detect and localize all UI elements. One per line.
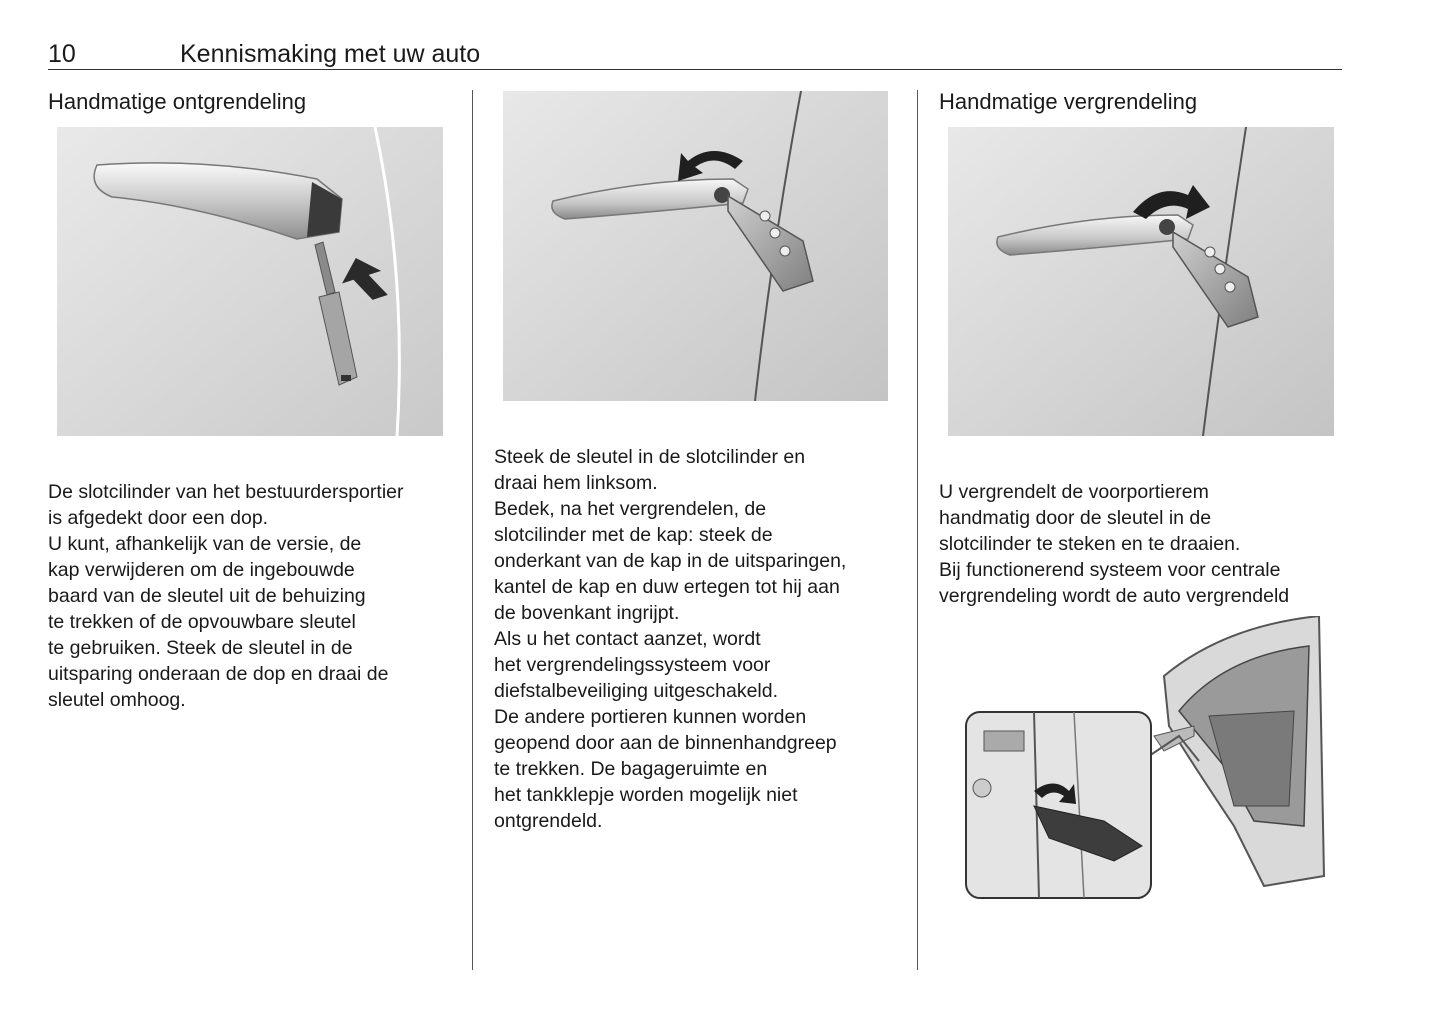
illustration-door-handle-cap-removal xyxy=(57,127,443,436)
column-divider-right xyxy=(917,90,918,970)
illustration-key-turn-right xyxy=(948,127,1334,436)
section-heading-unlocking: Handmatige ontgrendeling xyxy=(48,89,307,114)
paragraph-unlocking: De slotcilinder van het bestuurdersportier is afgedekt door een dop. U kunt, afhankelijk van de versie, de kap verwijderen om de ingebouwde baard van de sleutel uit de behuizing te trekken of de opvouwbare sleutel te gebruiken. Steek de sleutel in de uitsparing onderaan de dop en draai de sleutel omhoog. xyxy=(48,481,404,711)
header-divider xyxy=(48,69,1342,70)
column-divider-left xyxy=(472,90,473,970)
illustration-key-turn-left xyxy=(503,91,888,401)
illustration-car-door-key-detail xyxy=(964,616,1326,902)
section-heading-locking: Handmatige vergrendeling xyxy=(939,89,1198,114)
paragraph-locking: U vergrendelt de voorportierem handmatig door de sleutel in de slotcilinder te steken en te draaien. Bij functionerend systeem voor centrale vergrendeling wordt de auto vergrendeld xyxy=(939,481,1290,607)
paragraph-key-turn-left: Steek de sleutel in de slotcilinder en draai hem linksom. Bedek, na het vergrendelen, de slotcilinder met de kap: steek de onderkant van de kap in de uitsparingen, kantel de kap en duw ertegen tot hij aan de bovenkant ingrijpt. Als u het contact aanzet, wordt het vergrendelingssysteem voor diefstalbeveiliging uitgeschakeld. De andere portieren kunnen worden geopend door aan de binnenhandgreep te trekken. De bagageruimte en het tankklepje worden mogelijk niet ontgrendeld. xyxy=(494,446,847,832)
page-title: Kennismaking met uw auto xyxy=(180,40,481,68)
page-number: 10 xyxy=(48,40,76,68)
